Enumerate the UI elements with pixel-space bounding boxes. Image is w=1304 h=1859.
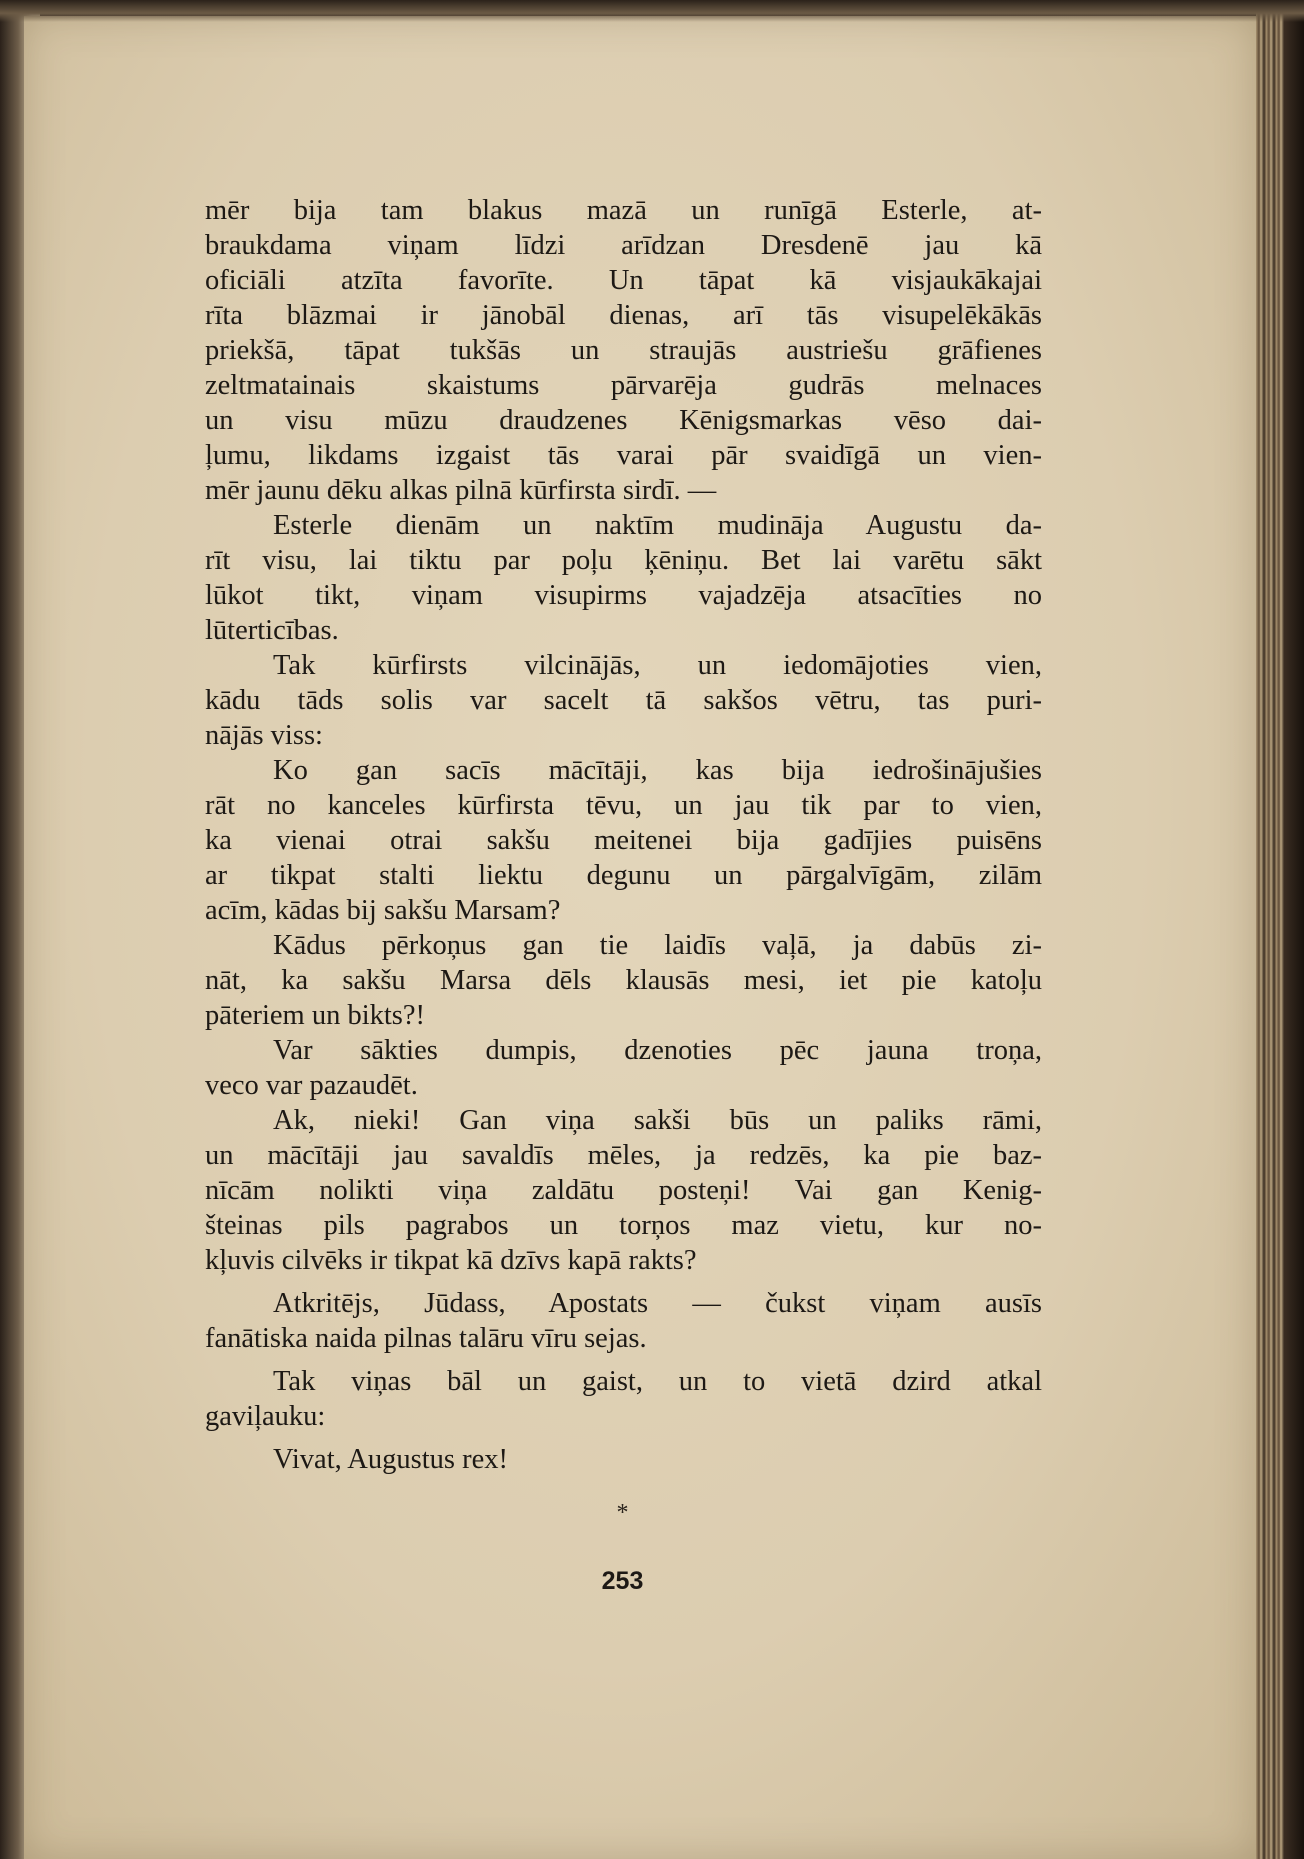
text-line: rīt visu, lai tiktu par poļu ķēniņu. Bet lai varētu sākt (205, 545, 1042, 576)
body-text (205, 193, 1042, 1477)
text-line: fanātiska naida pilnas talāru vīru sejas. (205, 1323, 647, 1354)
text-line: Tak kūrfirsts vilcinājās, un iedomājoties vien, (273, 650, 1042, 681)
text-line: un mācītāji jau savaldīs mēles, ja redzēs, ka pie baz- (205, 1140, 1042, 1171)
text-line: rāt no kanceles kūrfirsta tēvu, un jau tik par to vien, (205, 790, 1042, 821)
text-line: Esterle dienām un naktīm mudināja Augustu da- (273, 510, 1042, 541)
text-line: Var sākties dumpis, dzenoties pēc jauna troņa, (273, 1035, 1042, 1066)
text-line: Vivat, Augustus rex! (273, 1444, 508, 1475)
text-line: priekšā, tāpat tukšās un straujās austriešu grāfienes (205, 335, 1042, 366)
text-line: ar tikpat stalti liektu degunu un pārgalvīgām, zilām (205, 860, 1042, 891)
page-number: 253 (601, 1567, 644, 1595)
text-line: braukdama viņam līdzi arīdzan Dresdenē jau kā (205, 230, 1042, 261)
text-line: un visu mūzu draudzenes Kēnigsmarkas vēso dai- (205, 405, 1042, 436)
text-line: ļumu, likdams izgaist tās varai pār svaidīgā un vien- (205, 440, 1042, 471)
text-line: mēr bija tam blakus mazā un runīgā Esterle, at- (205, 195, 1042, 226)
text-line: mēr jaunu dēku alkas pilnā kūrfirsta sirdī. — (205, 475, 717, 506)
text-line: Kādus pērkoņus gan tie laidīs vaļā, ja dabūs zi- (273, 930, 1042, 961)
text-line: gaviļauku: (205, 1401, 326, 1432)
text-line: lūterticības. (205, 615, 339, 646)
text-line: rīta blāzmai ir jānobāl dienas, arī tās visupelēkākās (205, 300, 1042, 331)
text-line: Ko gan sacīs mācītāji, kas bija iedrošinājušies (273, 755, 1042, 786)
text-line: kādu tāds solis var sacelt tā sakšos vētru, tas puri- (205, 685, 1042, 716)
section-separator: * (616, 1500, 629, 1526)
text-line: Atkritējs, Jūdass, Apostats — čukst viņam ausīs (273, 1288, 1042, 1319)
text-line: zeltmatainais skaistums pārvarēja gudrās melnaces (205, 370, 1042, 401)
text-line: nāt, ka sakšu Marsa dēls klausās mesi, iet pie katoļu (205, 965, 1042, 996)
book-cover-edge (1284, 0, 1304, 1859)
text-line: veco var pazaudēt. (205, 1070, 418, 1101)
text-line: oficiāli atzīta favorīte. Un tāpat kā visjaukākajai (205, 265, 1042, 296)
text-line: šteinas pils pagrabos un torņos maz vietu, kur no- (205, 1210, 1042, 1241)
text-line: Tak viņas bāl un gaist, un to vietā dzird atkal (273, 1366, 1042, 1397)
paragraph-gap (205, 1434, 1042, 1442)
text-line: nīcām nolikti viņa zaldātu posteņi! Vai gan Kenig- (205, 1175, 1042, 1206)
text-line: pāteriem un bikts?! (205, 1000, 426, 1031)
text-line: Ak, nieki! Gan viņa sakši būs un paliks rāmi, (273, 1105, 1042, 1136)
paragraph-gap (205, 1278, 1042, 1286)
text-line: ka vienai otrai sakšu meitenei bija gadījies puisēns (205, 825, 1042, 856)
text-line: acīm, kādas bij sakšu Marsam? (205, 895, 561, 926)
paragraph-gap (205, 1356, 1042, 1364)
book-top-edge (0, 0, 1304, 22)
text-line: lūkot tikt, viņam visupirms vajadzēja atsacīties no (205, 580, 1042, 611)
text-line: nājās viss: (205, 720, 323, 751)
text-line: kļuvis cilvēks ir tikpat kā dzīvs kapā rakts? (205, 1245, 697, 1276)
